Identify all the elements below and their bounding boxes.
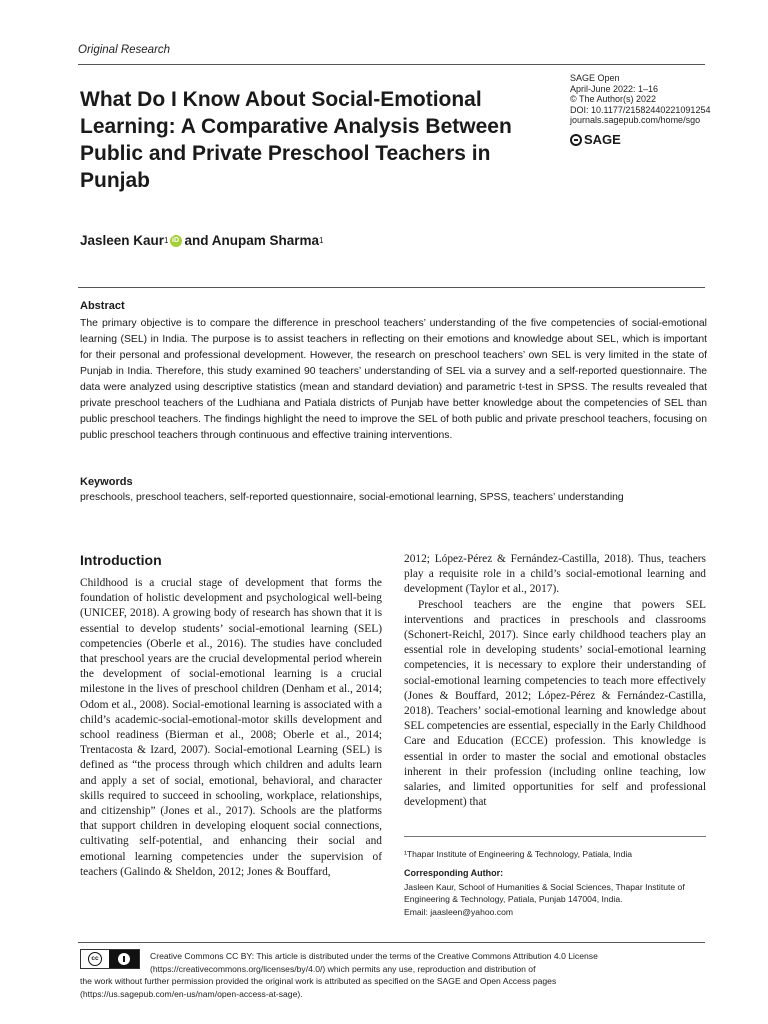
journal-name: SAGE Open — [570, 73, 620, 83]
license-line: Creative Commons CC BY: This article is distributed under the terms of the Creative Commons Attribution 4.0 License — [150, 951, 598, 961]
journal-issue: April-June 2022: 1–16 — [570, 83, 659, 94]
cc-icon: cc — [81, 950, 109, 968]
journal-doi[interactable]: DOI: 10.1177/21582440221091254 — [570, 104, 711, 115]
body-paragraph: Preschool teachers are the engine that powers SEL interventions and practices in preschools and classrooms (Schonert-Reichl, 2017). Since early childhood teachers play an essential role in developing students’ social-emotional learning competencies, it is necessary to explore their understanding of social-emotional learning competencies to teach more effectively (Jones & Bouffard, 2012; López-Pérez & Fernández-Castilla, 2018). Teachers’ social-emotional learning and knowledge about SEL competencies are essential, especially in the Early Childhood Care and Education (ECCE) profession. This knowledge is essential in order to master the social and emotional obstacles inherent in their profession (including online teaching, low salaries, and limited opportunities for self and professional development) that — [404, 598, 706, 809]
license-line[interactable]: (https://creativecommons.org/licenses/by/4.0/) which permits any use, reproduction and distribution of — [150, 963, 536, 974]
sage-logo-icon — [570, 134, 582, 146]
footnote-rule — [404, 836, 706, 837]
sage-logo-text: SAGE — [584, 132, 621, 147]
author-name: and Anupam Sharma — [184, 233, 320, 248]
author-affiliation-mark: 1 — [319, 236, 324, 245]
license-text — [80, 950, 700, 1000]
orcid-icon[interactable]: iD — [170, 235, 182, 247]
abstract-text: The primary objective is to compare the difference in preschool teachers’ understanding of the five competencies of social-emotional learning (SEL) in India. The purpose is to assist teachers in reflecting on their emotions and knowledge about SEL, which is important for their personal and professional development. However, the research on preschool teachers’ own SEL is very limited in the state of Punjab in India. Therefore, this study examined 90 teachers’ understanding of SEL via a survey and a self-reported questionnaire. The data were analyzed using descriptive statistics (mean and standard deviation) and parametric t-test in SPSS. The results revealed that private preschool teachers of the Ludhiana and Patiala districts of Punjab have better knowledge about the competencies of SEL than public preschool teachers. The findings highlight the need to improve the SEL of both public and private preschool teachers, focusing on public preschool teachers through continuous and effective training interventions. — [80, 318, 707, 441]
keywords-heading: Keywords — [80, 476, 133, 488]
paper-title: What Do I Know About Social-Emotional Learning: A Comparative Analysis Between Public and Private Preschool Teachers in Punjab — [80, 88, 512, 192]
corresponding-author-text: Jasleen Kaur, School of Humanities & Social Sciences, Thapar Institute of Engineering & Technology, Patiala, Punjab 147004, India. — [404, 882, 685, 904]
section-heading-introduction: Introduction — [80, 552, 162, 568]
license-line: the work without further permission provided the original work is attributed as specified on the SAGE and Open Access pages — [80, 976, 557, 986]
abstract-rule — [78, 287, 705, 288]
body-column-right — [404, 552, 706, 810]
sage-logo — [570, 132, 621, 147]
author-list — [80, 233, 323, 248]
body-paragraph: 2012; López-Pérez & Fernández-Castilla, 2018). Thus, teachers play a requisite role in a child’s social-emotional learning and development (Taylor et al., 2017). — [404, 553, 706, 596]
corresponding-author-email[interactable]: Email: jaasleen@yahoo.com — [404, 907, 514, 917]
journal-info — [570, 73, 750, 126]
license-line[interactable]: (https://us.sagepub.com/en-us/nam/open-access-at-sage). — [80, 988, 303, 999]
affiliation-footnote: ¹Thapar Institute of Engineering & Technology, Patiala, India — [404, 849, 633, 859]
keywords-text: preschools, preschool teachers, self-reported questionnaire, social-emotional learning, SPSS, teachers’ understanding — [80, 492, 624, 503]
journal-copyright: © The Author(s) 2022 — [570, 94, 657, 105]
body-column-left — [80, 576, 382, 880]
author-affiliation-mark: 1 — [164, 236, 169, 245]
abstract-heading: Abstract — [80, 300, 125, 312]
article-category: Original Research — [78, 44, 171, 56]
author-name: Jasleen Kaur — [80, 233, 165, 248]
journal-url[interactable]: journals.sagepub.com/home/sgo — [570, 115, 701, 126]
corresponding-author-heading: Corresponding Author: — [404, 868, 504, 878]
body-paragraph: Childhood is a crucial stage of development that forms the foundation of holistic development and psychological well-being (UNICEF, 2018). A growing body of research has shown that it is essential to develop students’ social-emotional learning (SEL) competencies (Oberle et al., 2016). The studies have concluded that preschool years are the crucial developmental period wherein the development of social-emotional learning is a crucial milestone in the lives of preschool children (Denham et al., 2014; Odom et al., 2008). Social-emotional learning is associated with a child’s academic-social-emotional-motor skills development and school readiness (Bierman et al., 2008; Oberle et al., 2014; Trentacosta & Izard, 2007). Social-emotional Learning (SEL) is defined as “the process through which children and adults learn and apply a set of social, emotional, behavioral, and character skills required to succeed in schooling, workplace, relationships, and citizenship” (Jones et al., 2017). Schools are the platforms that support children in developing eloquent social connections, cultivating self-potential, and enhancing their social and emotional learning competencies under the supervision of teachers (Galindo & Sheldon, 2012; Jones & Bouffard, — [80, 577, 382, 878]
license-rule — [78, 942, 705, 943]
header-rule — [78, 64, 705, 65]
